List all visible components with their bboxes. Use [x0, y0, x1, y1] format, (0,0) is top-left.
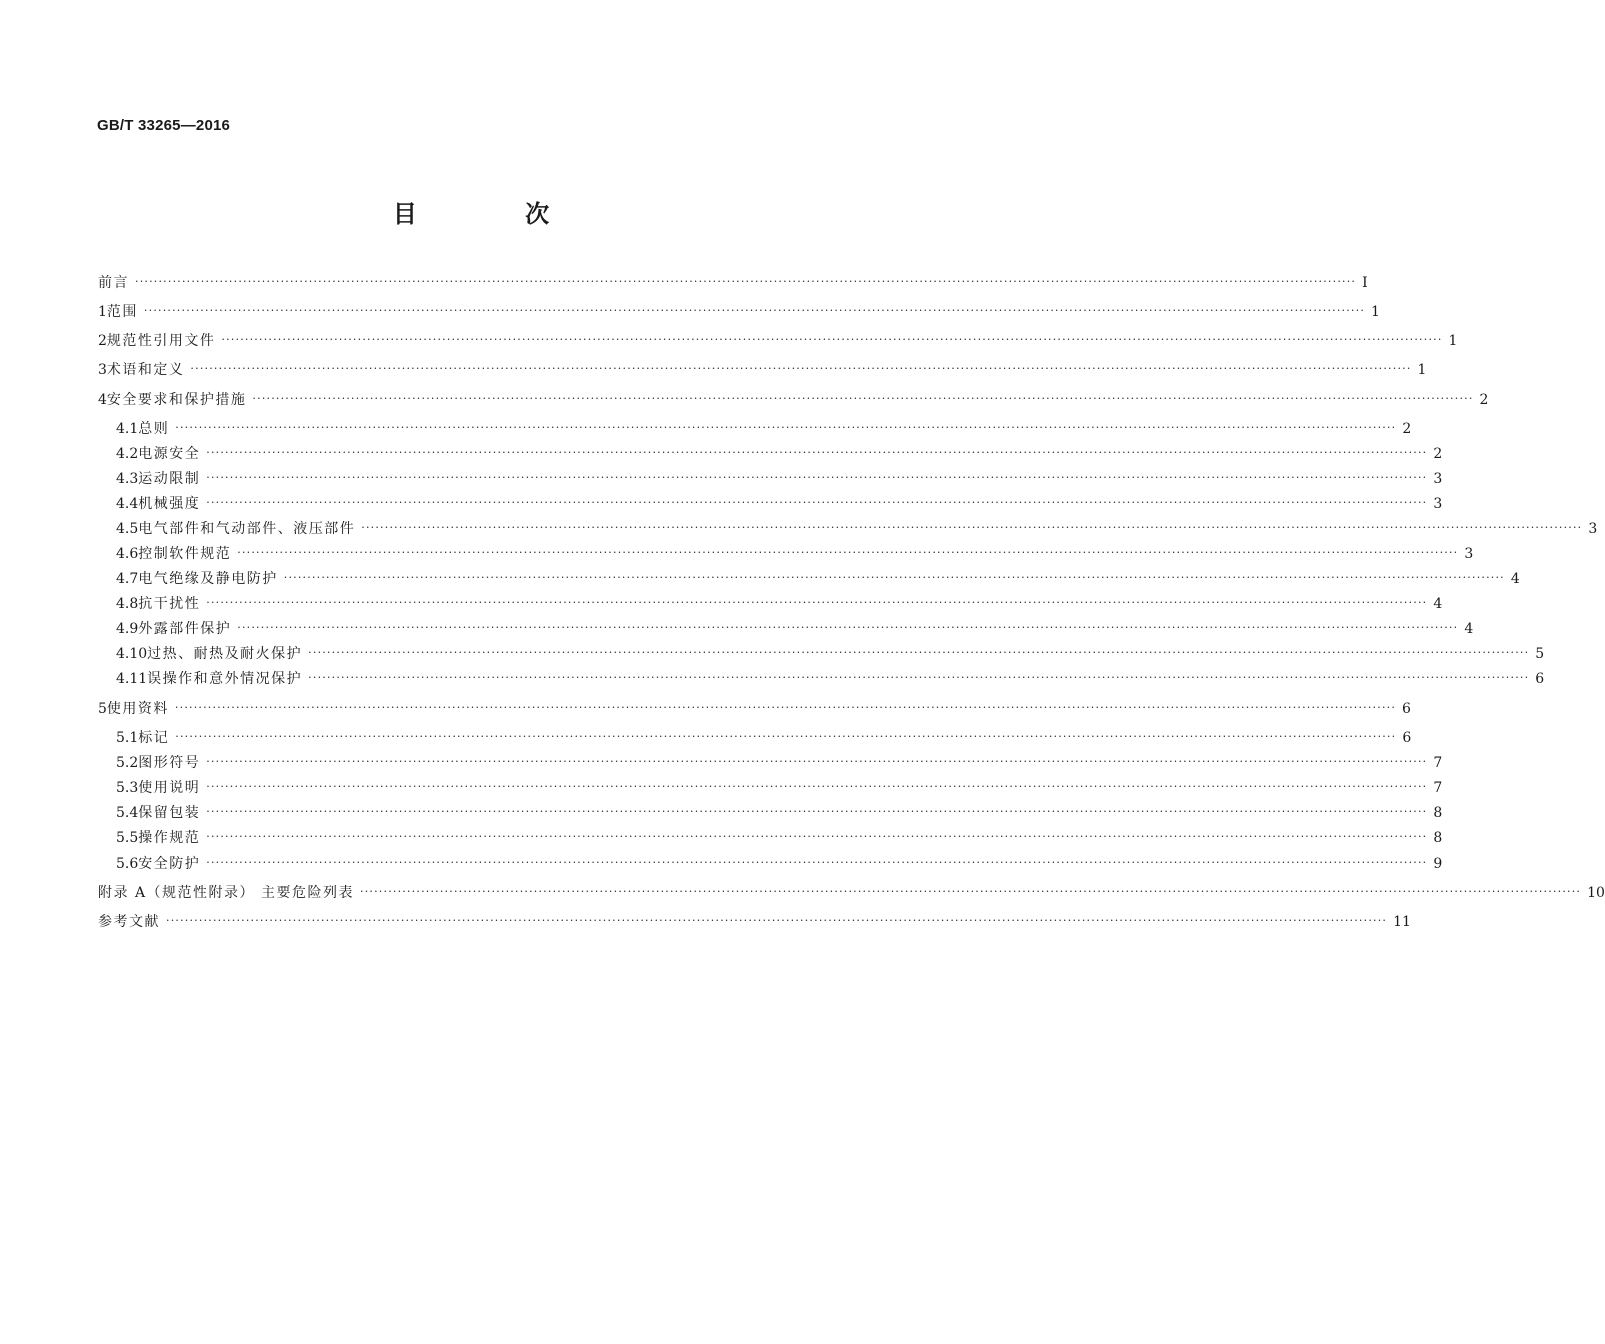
toc-leader-dots: ····································································································································································································································································	[237, 621, 1459, 634]
toc-entry-label: 安全防护	[138, 856, 201, 872]
toc-leader-dots: ····································································································································································································································································	[308, 646, 1530, 659]
toc-entry-page: 8	[1433, 805, 1443, 821]
toc-entry-page: 7	[1433, 780, 1443, 796]
toc-entry-page: 5	[1535, 646, 1545, 662]
toc-leader-dots: ····································································································································································································································································	[174, 701, 1397, 714]
toc-entry	[116, 753, 1443, 773]
toc-entry-number: 4.6	[116, 546, 139, 562]
toc-entry-page: 6	[1535, 671, 1545, 687]
toc-entry	[116, 494, 1443, 514]
toc-entry-page: 3	[1464, 546, 1474, 562]
toc-entry-label: 电气绝缘及静电防护	[138, 571, 278, 587]
toc-entry	[116, 644, 1545, 664]
toc-entry-page: 1	[1448, 333, 1458, 349]
toc-entry-label: 电气部件和气动部件、液压部件	[138, 521, 356, 537]
toc-entry	[116, 594, 1443, 614]
toc-leader-dots: ····································································································································································································································································	[206, 755, 1428, 768]
toc-leader-dots: ····································································································································································································································································	[135, 275, 1357, 288]
toc-entry-label: 误操作和意外情况保护	[147, 671, 303, 687]
toc-entry-page: 2	[1433, 446, 1443, 462]
toc-entry-label: 图形符号	[138, 755, 201, 771]
toc-entry-number: 1	[98, 304, 107, 320]
toc-entry-number: 2	[98, 333, 107, 349]
page-title: 目 次	[392, 200, 600, 228]
toc-entry-number: 4.1	[116, 421, 139, 437]
standard-code: GB/T 33265—2016	[97, 117, 231, 134]
toc-entry-page: 6	[1402, 730, 1412, 746]
toc-leader-dots: ····································································································································································································································································	[206, 805, 1428, 818]
toc-leader-dots: ····································································································································································································································································	[166, 914, 1388, 927]
toc-entry-number: 3	[98, 362, 107, 378]
toc-entry-page: 8	[1433, 830, 1443, 846]
toc-entry-page: 2	[1402, 421, 1412, 437]
toc-entry-page: 1	[1417, 362, 1427, 378]
toc-entry-number: 4.5	[116, 521, 139, 537]
toc-entry-page: 11	[1393, 914, 1411, 930]
toc-entry-label: 使用资料	[106, 701, 169, 717]
toc-entry-page: 2	[1479, 392, 1489, 408]
toc-entry-number: 5	[98, 701, 107, 717]
toc-entry-page: 4	[1464, 621, 1474, 637]
toc-entry	[98, 360, 1427, 380]
toc-entry	[116, 519, 1598, 539]
toc-entry-number: 5.4	[116, 805, 139, 821]
toc-entry-label: 前言	[98, 275, 129, 291]
toc-entry	[98, 331, 1458, 351]
toc-leader-dots: ····································································································································································································································································	[175, 421, 1397, 434]
toc-entry-number: 5.6	[116, 856, 139, 872]
toc-entry-label: 电源安全	[138, 446, 201, 462]
toc-entry-label: 附录 A（规范性附录） 主要危险列表	[98, 885, 355, 901]
toc-entry	[116, 728, 1412, 748]
toc-leader-dots: ····································································································································································································································································	[175, 730, 1397, 743]
toc-leader-dots: ····································································································································································································································································	[206, 471, 1428, 484]
toc-entry-label: 安全要求和保护措施	[106, 392, 247, 408]
toc-entry	[98, 883, 1605, 903]
toc-entry-page: 3	[1433, 471, 1443, 487]
toc-entry-page: 9	[1433, 856, 1443, 872]
toc-entry-number: 4.10	[116, 646, 148, 662]
toc-entry-page: 4	[1433, 596, 1443, 612]
toc-entry-label: 总则	[138, 421, 170, 437]
toc-leader-dots: ····································································································································································································································································	[360, 885, 1582, 898]
toc-entry-number: 5.1	[116, 730, 139, 746]
toc-entry	[116, 544, 1474, 564]
toc-entry	[98, 302, 1380, 322]
toc-entry	[116, 854, 1443, 874]
toc-entry-page: 6	[1402, 701, 1411, 717]
toc-entry	[116, 469, 1443, 489]
toc-leader-dots: ····································································································································································································································································	[143, 304, 1366, 317]
toc-leader-dots: ····································································································································································································································································	[190, 362, 1412, 375]
toc-entry-number: 5.2	[116, 755, 139, 771]
toc-entry-label: 运动限制	[138, 471, 201, 487]
toc-entry-label: 标记	[138, 730, 170, 746]
toc-entry	[116, 803, 1443, 823]
toc-entry	[116, 444, 1443, 464]
toc-leader-dots: ····································································································································································································································································	[206, 780, 1428, 793]
toc-entry-number: 4.3	[116, 471, 139, 487]
toc-entry	[116, 619, 1474, 639]
toc-entry-page: 7	[1433, 755, 1443, 771]
toc-entry-label: 参考文献	[98, 914, 160, 930]
toc-entry-page: 4	[1510, 571, 1520, 587]
toc-entry-number: 4.4	[116, 496, 139, 512]
toc-entry-label: 过热、耐热及耐火保护	[147, 646, 303, 662]
toc-entry-label: 范围	[106, 304, 138, 320]
toc-leader-dots: ····································································································································································································································································	[308, 671, 1530, 684]
toc-entry	[98, 390, 1489, 410]
toc-entry-number: 5.5	[116, 830, 139, 846]
toc-leader-dots: ····································································································································································································································································	[221, 333, 1443, 346]
toc-entry-page: 10	[1587, 885, 1605, 901]
toc-entry-label: 规范性引用文件	[106, 333, 216, 349]
toc-entry-number: 4.11	[116, 671, 148, 687]
toc-leader-dots: ····································································································································································································································································	[283, 571, 1505, 584]
toc-entry-page: 3	[1433, 496, 1443, 512]
toc-entry-number: 4.8	[116, 596, 139, 612]
toc-entry	[116, 569, 1520, 589]
toc-entry	[116, 669, 1545, 689]
toc-entry-label: 外露部件保护	[138, 621, 232, 637]
toc-entry-label: 抗干扰性	[138, 596, 201, 612]
toc-leader-dots: ····································································································································································································································································	[206, 856, 1428, 869]
toc-entry-label: 控制软件规范	[138, 546, 232, 562]
toc-entry	[116, 828, 1443, 848]
toc-leader-dots: ····································································································································································································································································	[206, 596, 1428, 609]
toc-entry	[98, 699, 1411, 719]
toc-entry	[116, 419, 1412, 439]
toc-entry-label: 保留包装	[138, 805, 201, 821]
toc-leader-dots: ····································································································································································································································································	[361, 521, 1583, 534]
toc-leader-dots: ····································································································································································································································································	[206, 496, 1428, 509]
toc-entry-page: 3	[1588, 521, 1598, 537]
toc-entry-number: 4.2	[116, 446, 139, 462]
toc-entry-label: 使用说明	[138, 780, 201, 796]
toc-leader-dots: ····································································································································································································································································	[206, 446, 1428, 459]
toc-entry-page: 1	[1371, 304, 1380, 320]
toc-entry-page: Ⅰ	[1362, 275, 1368, 291]
toc-entry	[98, 912, 1411, 932]
toc-entry-number: 4.7	[116, 571, 139, 587]
toc-entry-number: 4.9	[116, 621, 139, 637]
toc-entry-label: 术语和定义	[106, 362, 185, 378]
toc-leader-dots: ····································································································································································································································································	[237, 546, 1459, 559]
toc-entry-label: 操作规范	[138, 830, 201, 846]
toc-entry-label: 机械强度	[138, 496, 201, 512]
toc-entry	[98, 273, 1368, 293]
toc-entry-number: 5.3	[116, 780, 139, 796]
toc-leader-dots: ····································································································································································································································································	[206, 830, 1428, 843]
toc-entry-number: 4	[98, 392, 107, 408]
toc-entry	[116, 778, 1443, 798]
toc-leader-dots: ····································································································································································································································································	[252, 392, 1474, 405]
